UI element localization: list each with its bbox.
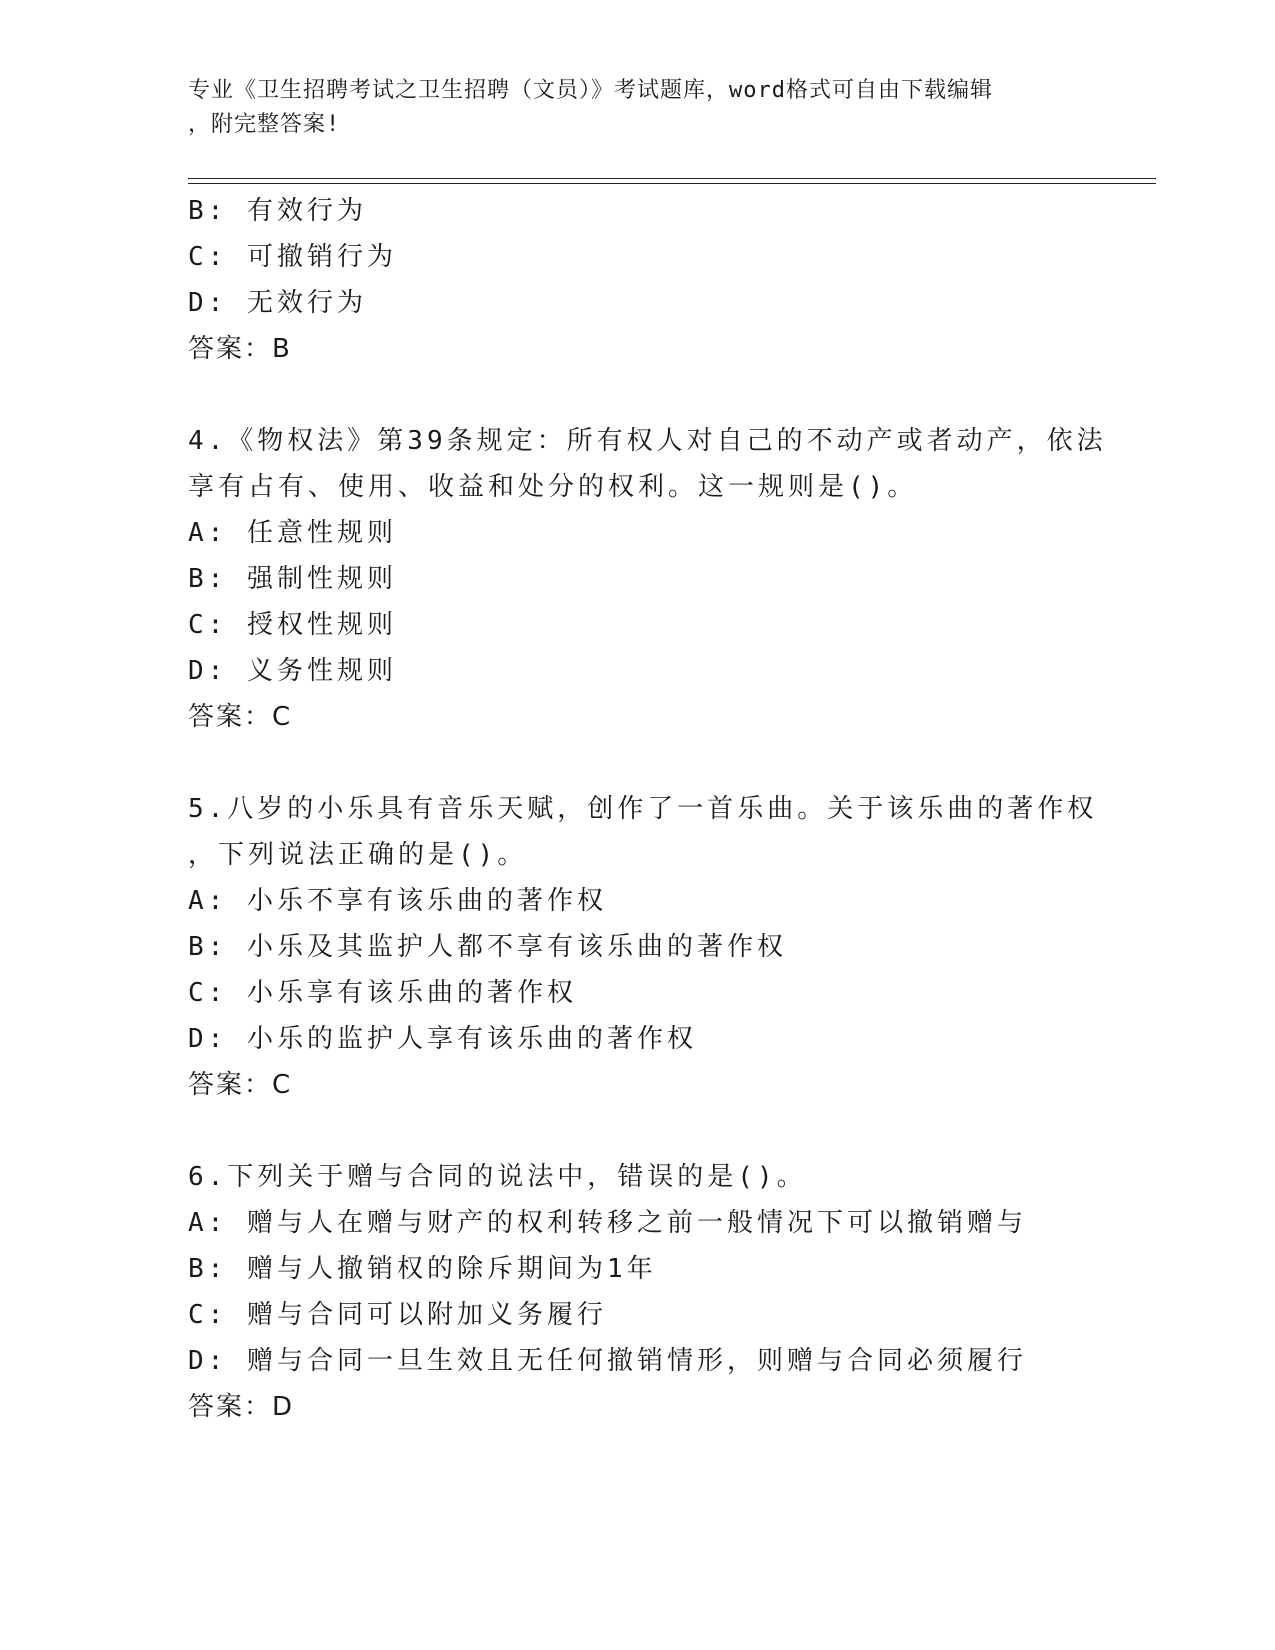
- question-stem: 6.下列关于赠与合同的说法中，错误的是()。: [188, 1162, 807, 1192]
- option-d: D: 赠与合同一旦生效且无任何撤销情形，则赠与合同必须履行: [188, 1346, 1027, 1376]
- option-d: D: 无效行为: [188, 288, 367, 318]
- question-stem-continued: ，下列说法正确的是()。: [188, 840, 528, 870]
- answer-line: 答案：B: [188, 334, 292, 364]
- header-divider-top: [188, 178, 1156, 179]
- option-a: A: 任意性规则: [188, 518, 397, 548]
- question-list: [188, 188, 1107, 1430]
- option-a: A: 小乐不享有该乐曲的著作权: [188, 886, 607, 916]
- option-a: A: 赠与人在赠与财产的权利转移之前一般情况下可以撤销赠与: [188, 1208, 1027, 1238]
- option-d: D: 义务性规则: [188, 656, 397, 686]
- answer-line: 答案：C: [188, 1070, 293, 1100]
- option-c: C: 小乐享有该乐曲的著作权: [188, 978, 577, 1008]
- option-b: B: 强制性规则: [188, 564, 397, 594]
- option-b: B: 赠与人撤销权的除斥期间为1年: [188, 1254, 657, 1284]
- option-b: B: 小乐及其监护人都不享有该乐曲的著作权: [188, 932, 787, 962]
- question-5: [188, 786, 1098, 1108]
- answer-line: 答案：D: [188, 1392, 295, 1422]
- option-c: C: 可撤销行为: [188, 242, 397, 272]
- header-line-2: ，附完整答案!: [188, 112, 341, 137]
- document-header: [188, 74, 1068, 142]
- option-b: B: 有效行为: [188, 196, 367, 226]
- question-3-partial: [188, 188, 1088, 372]
- header-line-1: 专业《卫生招聘考试之卫生招聘（文员）》考试题库，word格式可自由下载编辑: [188, 78, 993, 103]
- option-c: C: 授权性规则: [188, 610, 397, 640]
- question-6: [188, 1154, 1088, 1430]
- header-divider-bottom: [188, 183, 1156, 184]
- option-d: D: 小乐的监护人享有该乐曲的著作权: [188, 1024, 697, 1054]
- answer-line: 答案：C: [188, 702, 293, 732]
- option-c: C: 赠与合同可以附加义务履行: [188, 1300, 607, 1330]
- question-stem-continued: 享有占有、使用、收益和处分的权利。这一规则是()。: [188, 472, 918, 502]
- question-4: [188, 418, 1107, 740]
- question-stem: 5.八岁的小乐具有音乐天赋，创作了一首乐曲。关于该乐曲的著作权: [188, 794, 1098, 824]
- question-stem: 4.《物权法》第39条规定：所有权人对自己的不动产或者动产，依法: [188, 426, 1107, 456]
